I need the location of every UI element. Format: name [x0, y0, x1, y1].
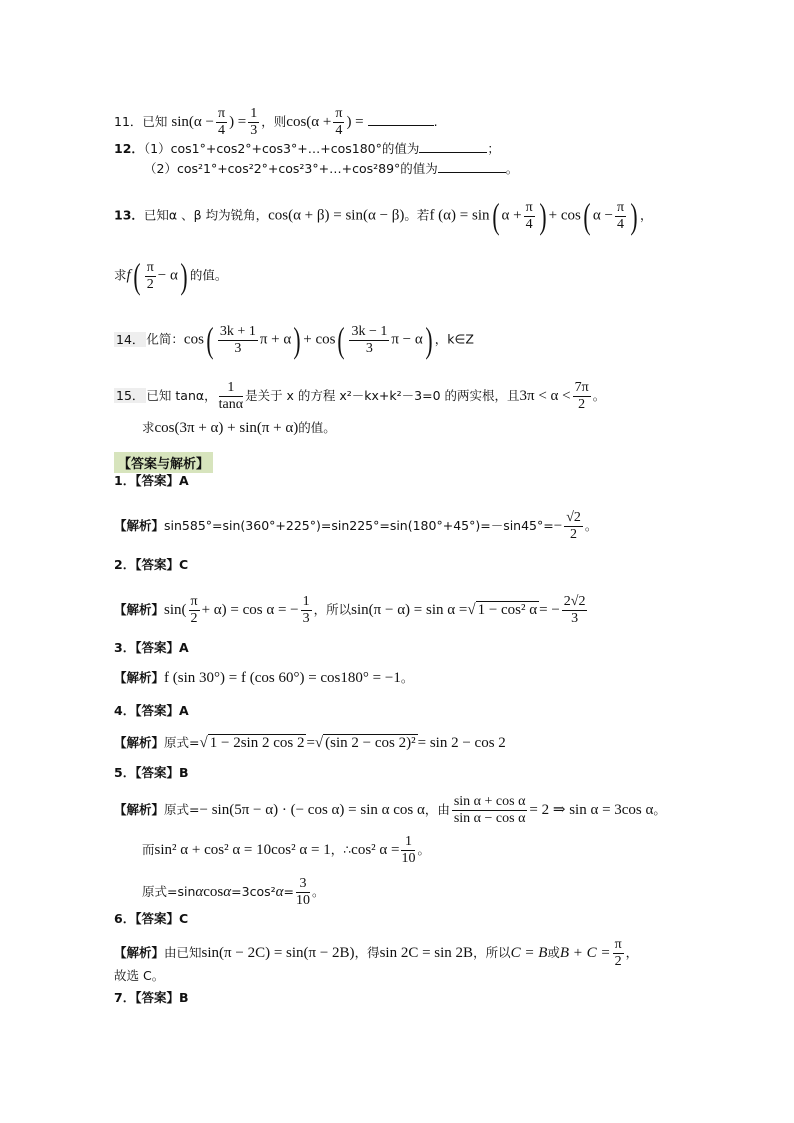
math-expr: + cos: [303, 331, 336, 348]
text: 原式=: [164, 735, 200, 750]
fraction: $\frac{√2}{2}$: [566, 510, 581, 542]
fraction: $\frac{3k + 1}{3}$: [219, 323, 256, 356]
solution-6-line-2: 故选 C。: [114, 968, 165, 983]
solution-2: 【解析】sin( $\frac{\pi}{2}$ + α) = cos α = − $\frac{1}{3}$ ，所以sin(π − α) = sin α =√ 1 − cos² α = − $\frac{2√2}{3}$: [114, 594, 586, 626]
math-expr: π + α: [259, 331, 292, 348]
answers-banner: 【答案与解析】: [114, 452, 213, 473]
fraction: $\frac{\pi}{2}$: [190, 594, 198, 626]
fraction: $\frac{3}{10}$: [295, 876, 310, 908]
math-expr: sin 2C = sin 2B: [379, 945, 474, 961]
math-expr: + α) = cos α = −: [201, 602, 299, 618]
solution-5-line-3: [142, 876, 325, 909]
text: 。若: [404, 207, 430, 223]
text: =: [283, 884, 294, 899]
question-number: 11．: [114, 114, 143, 129]
question-12-part-2: [144, 159, 518, 179]
math-expr: = 2 ⇒ sin α = 3cos α: [529, 802, 654, 818]
math-expr: ) =: [346, 114, 364, 130]
math-expr: sin(π − 2C) = sin(π − 2B): [201, 945, 355, 961]
text: ，所以: [473, 945, 511, 960]
text: ，由: [424, 802, 450, 817]
fraction: $\frac{1}{3}$: [302, 594, 310, 626]
fraction: $\frac{\pi}{4}$: [335, 106, 343, 138]
text: 。: [400, 670, 414, 685]
text: 或: [547, 945, 560, 960]
solution-tag: 【解析】: [114, 945, 165, 960]
math-expr: sin(π − α) = sin α =: [351, 602, 468, 618]
question-13: 13．已知α 、β 均为锐角，cos(α + β) = sin(α − β)。若f (α) = sin( α + $\frac{\pi}{4}$ ) + cos( α − $\frac{\pi}{4}$ ) ，: [114, 196, 653, 236]
answer-3: 3．【答案】A: [114, 640, 189, 655]
text: ，: [640, 207, 653, 223]
answer-6: 6．【答案】C: [114, 911, 189, 926]
fraction: $\frac{1}{3}$: [250, 106, 258, 138]
solution-tag: 【解析】: [114, 802, 165, 817]
math-expr: − α: [157, 267, 178, 284]
math-expr: α +: [501, 207, 522, 224]
fraction: $\frac{1}{10}$: [401, 834, 416, 866]
text: 的值。: [298, 420, 336, 435]
solution-6-line-1: [114, 937, 638, 970]
fraction: $\frac{7\pi}{2}$: [574, 380, 589, 412]
math-expr: α −: [592, 207, 613, 224]
text: 由已知: [164, 945, 202, 960]
solution-tag: 【解析】: [114, 670, 165, 685]
answer-4: 4．【答案】A: [114, 703, 189, 718]
text: 。: [505, 161, 519, 176]
solution-3: [114, 668, 413, 688]
text: ，∴: [330, 842, 352, 857]
sqrt-body: (sin 2 − cos 2)²: [325, 735, 416, 751]
answer-blank[interactable]: [438, 160, 506, 173]
math-expr: =: [306, 735, 315, 751]
text: 。: [653, 802, 666, 817]
fraction: $\frac{1}{\tan\alpha}$: [218, 380, 244, 412]
math-expr: α: [223, 884, 232, 900]
answer-1: 1．【答案】A: [114, 473, 189, 488]
solution-tag: 【解析】: [114, 518, 165, 533]
text: 。: [311, 884, 325, 899]
math-expr: = sin 2 − cos 2: [417, 735, 506, 751]
answer-7: 7．【答案】B: [114, 990, 189, 1005]
text: ，所以: [313, 602, 352, 617]
fraction: $\frac{\pi}{2}$: [146, 259, 154, 292]
question-number: 13．: [114, 207, 144, 223]
math-expr: C = B: [510, 945, 548, 961]
fraction: $\frac{2√2}{3}$: [563, 594, 586, 626]
text: ，k∈Z: [434, 331, 474, 347]
solution-1: [114, 510, 597, 543]
sqrt-body: 1 − cos² α: [477, 602, 538, 618]
math-expr: −: [553, 518, 563, 534]
math-expr: cos(α + β) = sin(α − β): [268, 207, 405, 224]
solution-5-line-2: [142, 834, 430, 867]
question-14: 14． 化简：cos( $\frac{3k + 1}{3}$ π + α) + cos( $\frac{3k - 1}{3}$ π − α) ，k∈Z: [116, 320, 474, 360]
text: 是关于 x 的方程 x²－kx+k²－3=0 的两实根，且: [245, 388, 520, 403]
text: ，: [625, 945, 639, 960]
text: sin585°=sin(360°+225°)=sin225°=sin(180°+45°)=－sin45°=: [164, 518, 554, 533]
text: 已知 tanα，: [146, 388, 217, 403]
math-expr: α: [275, 884, 284, 900]
question-12-part-1: [114, 139, 500, 159]
text: 求: [114, 267, 127, 283]
math-expr: sin² α + cos² α = 10cos² α = 1: [154, 842, 331, 858]
text: 已知α 、β 均为锐角，: [143, 207, 269, 223]
math-expr: cos: [183, 331, 204, 348]
math-expr: = −: [539, 602, 560, 618]
math-expr: cos(3π + α) + sin(π + α): [154, 420, 299, 436]
math-expr: cos² α =: [351, 842, 400, 858]
question-number: 15．: [116, 388, 145, 403]
answer-2: 2．【答案】C: [114, 557, 189, 572]
fraction: $\frac{\pi}{4}$: [616, 199, 625, 232]
question-number: 14．: [116, 331, 145, 347]
question-15: [114, 380, 605, 413]
math-expr: f (α) = sin: [429, 207, 490, 224]
fraction: $\frac{\pi}{4}$: [217, 106, 226, 138]
math-expr: 3π < α <: [519, 388, 571, 404]
text: 。: [584, 518, 598, 533]
fraction: $\frac{\pi}{2}$: [614, 937, 622, 969]
math-expr: π − α: [391, 331, 423, 348]
text: （2）cos²1°+cos²2°+cos²3°+…+cos²89°的值为: [144, 161, 438, 176]
text: 原式=: [164, 802, 200, 817]
solution-5-line-1: [114, 794, 666, 827]
fraction: $\frac{\text{sin α + cos α}}{\text{sin α − cos α}}$: [453, 794, 526, 826]
question-number: 12．: [114, 141, 144, 156]
question-13-ask: 求f( $\frac{\pi}{2}$ − α) 的值。: [114, 256, 228, 296]
text: .: [433, 114, 438, 129]
answer-blank[interactable]: [419, 140, 487, 153]
solution-tag: 【解析】: [114, 602, 165, 617]
math-expr: α: [195, 884, 204, 900]
fraction: $\frac{\pi}{4}$: [525, 199, 533, 232]
text: 原式=sin: [142, 884, 196, 899]
text: 化简：: [146, 331, 184, 347]
solution-tag: 【解析】: [114, 735, 165, 750]
text: ，则: [261, 114, 287, 129]
text: 。: [417, 842, 430, 857]
text: ，得: [354, 945, 380, 960]
answer-blank[interactable]: [368, 113, 434, 126]
question-15-ask: [142, 418, 336, 438]
math-expr: B + C =: [559, 945, 611, 961]
text: 求: [142, 420, 155, 435]
text: 。: [592, 388, 606, 403]
math-expr: cos(α +: [286, 114, 332, 130]
text: ；: [487, 141, 500, 156]
math-expr: f (sin 30°) = f (cos 60°) = cos180° = −1: [164, 670, 401, 686]
solution-4: 【解析】原式=√ 1 − 2sin 2 cos 2 =√ (sin 2 − cos 2)² = sin 2 − cos 2: [114, 735, 506, 751]
math-expr: − sin(5π − α) · (− cos α) = sin α cos α: [199, 802, 425, 818]
math-expr: cos: [203, 884, 224, 900]
question-11: [114, 106, 438, 139]
math-expr: + cos: [548, 207, 581, 224]
text: 已知: [142, 114, 168, 129]
math-expr: sin(: [164, 602, 187, 618]
text: 而: [142, 842, 155, 857]
text: 的值。: [189, 267, 228, 283]
math-expr: ) =: [229, 114, 247, 130]
answer-5: 5．【答案】B: [114, 765, 189, 780]
text: =3cos²: [231, 884, 276, 899]
math-expr: f: [126, 267, 131, 284]
math-expr: sin(α −: [171, 114, 214, 130]
fraction: $\frac{3k - 1}{3}$: [351, 323, 388, 356]
sqrt-body: 1 − 2sin 2 cos 2: [209, 735, 305, 751]
text: （1）cos1°+cos2°+cos3°+…+cos180°的值为: [143, 141, 420, 156]
